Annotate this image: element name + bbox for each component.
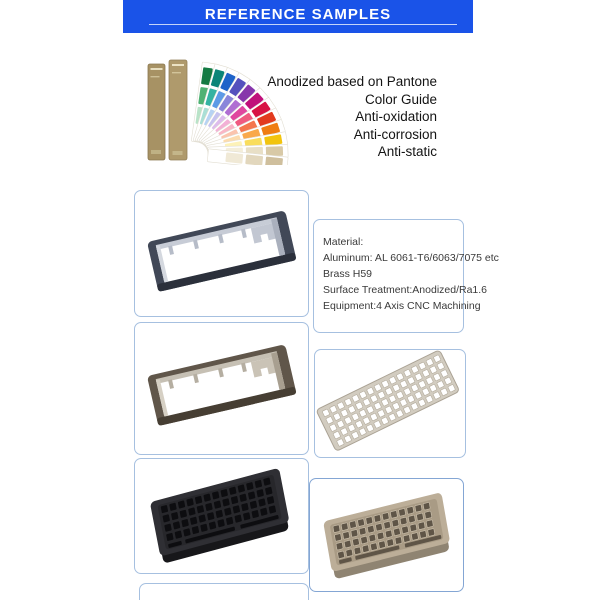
spec-line-surface: Surface Treatment:Anodized/Ra1.6 xyxy=(323,284,488,296)
sample-box-dark-top-frame xyxy=(134,190,309,317)
sample-box-black-case xyxy=(134,458,309,574)
pantone-guide-books xyxy=(148,60,187,160)
switch-plate-image xyxy=(315,350,465,457)
intro-line: Color Guide xyxy=(364,91,437,107)
bronze-top-frame-image xyxy=(135,323,308,454)
champagne-case-image xyxy=(310,479,463,591)
sample-box-bronze-top-frame xyxy=(134,322,309,455)
black-case-image xyxy=(135,459,308,573)
sample-box-champagne-case xyxy=(309,478,464,592)
intro-line: Anti-oxidation xyxy=(355,109,437,124)
intro-text-block xyxy=(240,73,437,161)
spec-line-equipment: Equipment:4 Axis CNC Machining xyxy=(323,300,481,312)
sample-box-partial xyxy=(139,583,309,600)
spec-line-material: Material: xyxy=(323,236,364,248)
material-spec-box xyxy=(313,219,499,333)
intro-line: Anti-static xyxy=(377,144,437,159)
sample-box-switch-plate xyxy=(314,349,466,458)
page-title: REFERENCE SAMPLES xyxy=(204,6,392,23)
spec-line-brass: Brass H59 xyxy=(323,268,373,280)
intro-line: Anodized based on Pantone xyxy=(267,74,437,89)
title-underline xyxy=(149,24,457,25)
spec-line-aluminum: Aluminum: AL 6061-T6/6063/7075 etc xyxy=(323,252,499,264)
intro-line: Anti-corrosion xyxy=(353,126,437,142)
dark-top-frame-image xyxy=(135,191,308,316)
section-header xyxy=(123,0,473,33)
